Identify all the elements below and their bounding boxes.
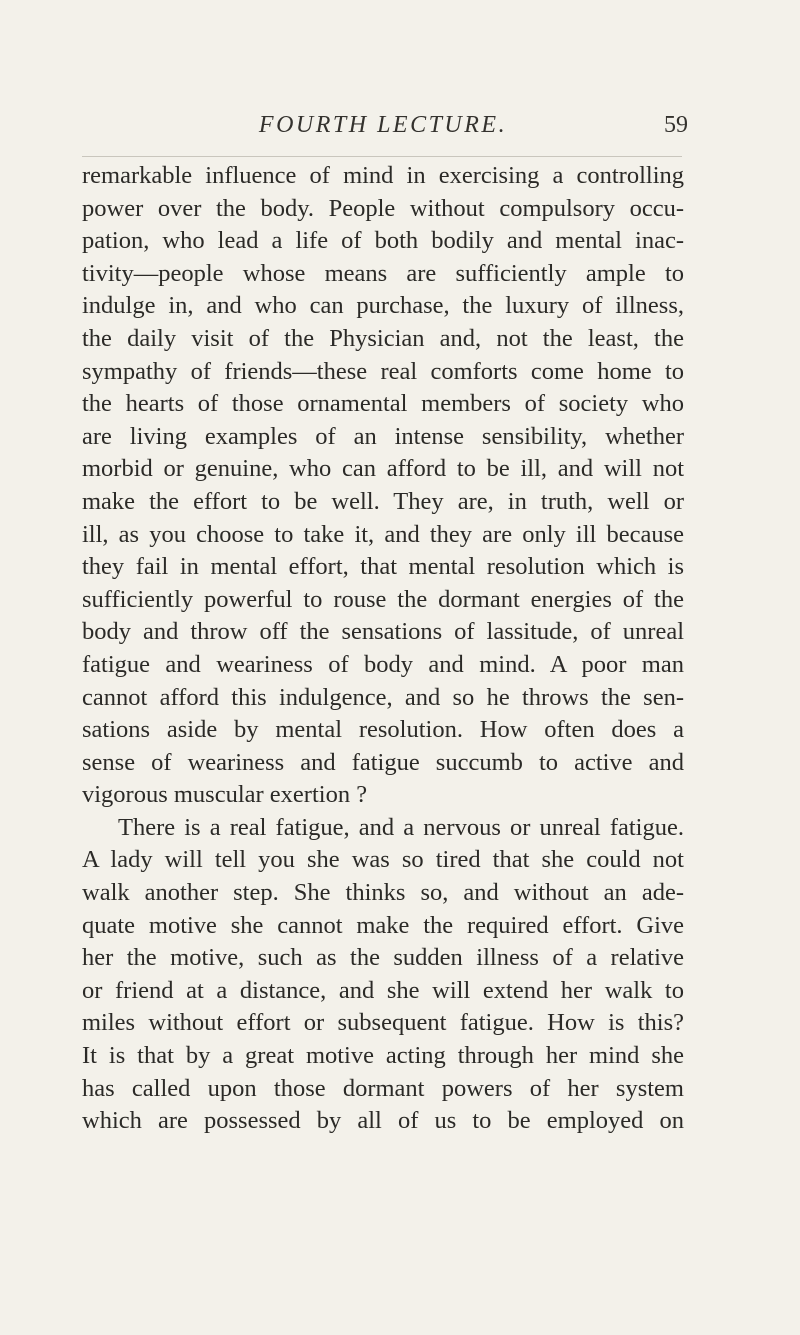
running-head <box>82 112 688 144</box>
text-line: or friend at a distance, and she will extend her walk to <box>82 976 684 1004</box>
text-line: they fail in mental effort, that mental resolution which is <box>82 553 684 581</box>
text-line: are living examples of an intense sensibility, whether <box>82 422 684 450</box>
text-line: sympathy of friends—these real comforts come home to <box>82 357 684 385</box>
text-line: ill, as you choose to take it, and they are only ill because <box>82 520 684 548</box>
text-line: cannot afford this indulgence, and so he throws the sen- <box>82 683 684 711</box>
text-line: tivity—people whose means are sufficiently ample to <box>82 259 684 287</box>
text-line: the hearts of those ornamental members of society who <box>82 390 684 418</box>
text-line: remarkable influence of mind in exercising a controlling <box>82 162 684 189</box>
text-line: sufficiently powerful to rouse the dormant energies of the <box>82 585 684 613</box>
text-line: sations aside by mental resolution. How often does a <box>82 716 684 744</box>
text-line: which are possessed by all of us to be employed on <box>82 1107 684 1135</box>
header-rule <box>82 156 682 157</box>
text-line: indulge in, and who can purchase, the luxury of illness, <box>82 292 684 320</box>
text-line: There is a real fatigue, and a nervous or unreal fatigue. <box>118 813 684 841</box>
text-line: sense of weariness and fatigue succumb to active and <box>82 748 684 776</box>
text-line: It is that by a great motive acting through her mind she <box>82 1042 684 1070</box>
text-line: body and throw off the sensations of lassitude, of unreal <box>82 618 684 646</box>
running-title: FOURTH LECTURE. <box>258 112 508 138</box>
text-line: pation, who lead a life of both bodily and mental inac- <box>82 227 684 255</box>
text-line: quate motive she cannot make the required effort. Give <box>82 911 684 939</box>
text-line: her the motive, such as the sudden illness of a relative <box>82 944 684 972</box>
text-line: vigorous muscular exertion ? <box>82 781 368 809</box>
text-line: has called upon those dormant powers of her system <box>82 1074 684 1102</box>
text-line: walk another step. She thinks so, and without an ade- <box>82 879 684 907</box>
text-line: morbid or genuine, who can afford to be ill, and will not <box>82 455 684 483</box>
text-line: fatigue and weariness of body and mind. A poor man <box>82 650 684 678</box>
body-text <box>82 160 684 1138</box>
page-number: 59 <box>664 112 688 138</box>
text-line: A lady will tell you she was so tired that she could not <box>82 846 684 874</box>
text-line: make the effort to be well. They are, in truth, well or <box>82 487 684 515</box>
text-line: miles without effort or subsequent fatigue. How is this? <box>82 1009 684 1037</box>
text-line: power over the body. People without compulsory occu- <box>82 194 684 222</box>
text-line: the daily visit of the Physician and, not the least, the <box>82 324 684 352</box>
